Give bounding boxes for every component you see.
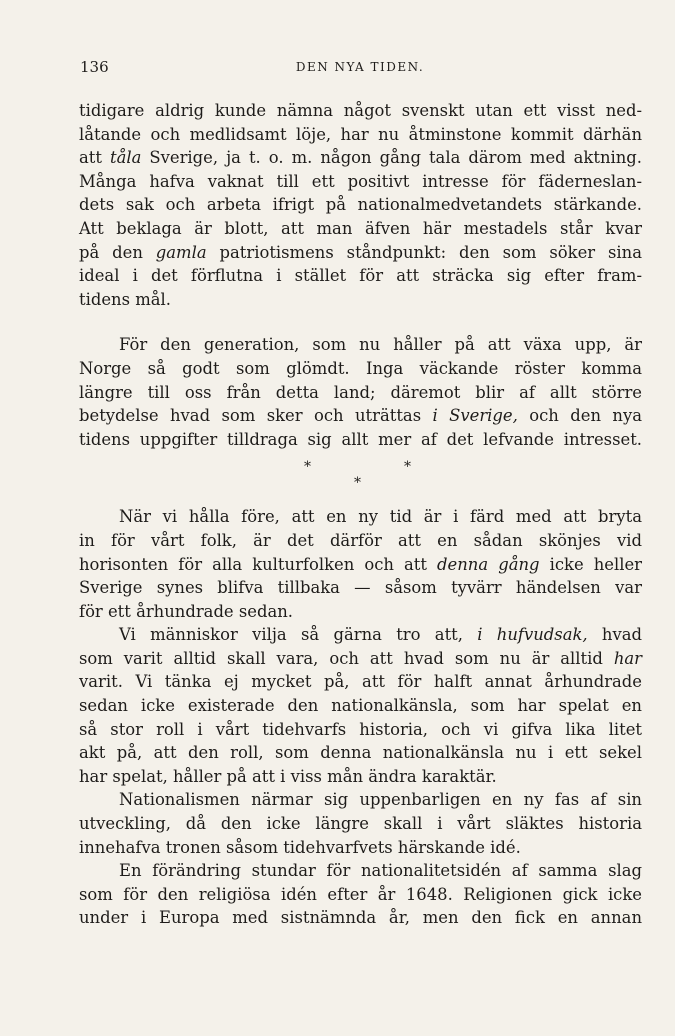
italic-emphasis: har: [613, 648, 642, 668]
text-line: innehafva tronen såsom tidehvarfvets härskande idé.: [79, 837, 521, 857]
asterisk: *: [404, 459, 411, 476]
text-line: Att beklaga är blott, att man äfven här mestadels står kvar: [79, 218, 642, 238]
italic-emphasis: gamla: [155, 242, 207, 262]
text-line: Nationalismen närmar sig uppenbarligen en ny fas af sin: [119, 790, 642, 810]
text-line: akt på, att den roll, som denna nationalkänsla nu i ett sekel: [79, 743, 642, 763]
text-line: på den gamla patriotismens ståndpunkt: den som söker sina: [79, 242, 642, 262]
text-line: så stor roll i vårt tidehvarfs historia, och vi gifva lika litet: [79, 719, 642, 739]
text-line: Norge så godt som glömdt. Inga väckande röster komma: [79, 358, 642, 378]
italic-emphasis: denna gång: [437, 554, 540, 574]
running-title: DEN NYA TIDEN.: [295, 60, 425, 74]
text-line: har spelat, håller på att i viss mån ändra karaktär.: [79, 766, 497, 786]
text-line: som för den religiösa idén efter år 1648. Religionen gick icke: [79, 884, 642, 904]
text-line: varit. Vi tänka ej mycket på, att för halft annat århundrade: [79, 672, 642, 692]
text-line: Många hafva vaknat till ett positivt intresse för fäderneslan-: [79, 171, 642, 191]
text-line: ideal i det förflutna i stället för att sträcka sig efter fram-: [79, 266, 642, 286]
asterisk: *: [354, 475, 361, 492]
section-break: [79, 459, 642, 505]
text-line: längre till oss från detta land; däremot blir af allt större: [79, 382, 642, 402]
text-line: låtande och medlidsamt löje, har nu åtminstone kommit därhän: [79, 124, 642, 144]
text-line: utveckling, då den icke längre skall i vårt släktes historia: [79, 814, 642, 834]
page-header: [80, 58, 640, 82]
text-line: En förändring stundar för nationalitetsidén af samma slag: [119, 861, 642, 881]
text-line: att tåla Sverige, ja t. o. m. någon gång tala därom med aktning.: [79, 148, 643, 168]
body-text: [79, 99, 642, 930]
italic-emphasis: i Sverige,: [432, 406, 518, 426]
text-line: När vi hålla före, att en ny tid är i färd med att bryta: [119, 507, 642, 527]
text-line: betydelse hvad som sker och uträttas i Sverige, och den nya: [79, 406, 643, 426]
text-line: för ett århundrade sedan.: [79, 601, 293, 621]
text-line: under i Europa med sistnämnda år, men den fick en annan: [79, 908, 642, 928]
text-line: sedan icke existerade den nationalkänsla, som har spelat en: [79, 696, 642, 716]
text-line: Sverige synes blifva tillbaka — såsom tyvärr händelsen var: [79, 578, 642, 598]
italic-emphasis: i hufvudsak,: [477, 625, 588, 645]
page-number: 136: [80, 58, 109, 76]
text-line: För den generation, som nu håller på att växa upp, är: [119, 335, 642, 355]
text-line: som varit alltid skall vara, och att hvad som nu är alltid har: [79, 648, 642, 668]
paragraph-gap: [79, 311, 642, 333]
section-gap: [79, 451, 642, 459]
text-line: in för vårt folk, är det därför att en sådan skönjes vid: [79, 530, 642, 550]
text-line: horisonten för alla kulturfolken och att denna gång icke heller: [79, 554, 642, 574]
asterisk: *: [304, 459, 311, 476]
text-line: tidens mål.: [79, 289, 171, 309]
text-line: Vi människor vilja så gärna tro att, i hufvudsak, hvad: [119, 625, 643, 645]
text-line: dets sak och arbeta ifrigt på nationalmedvetandets stärkande.: [79, 195, 642, 215]
italic-emphasis: tåla: [109, 148, 142, 168]
text-line: tidens uppgifter tilldraga sig allt mer af det lefvande intresset.: [79, 429, 642, 449]
text-line: tidigare aldrig kunde nämna något svenskt utan ett visst ned-: [79, 101, 642, 120]
